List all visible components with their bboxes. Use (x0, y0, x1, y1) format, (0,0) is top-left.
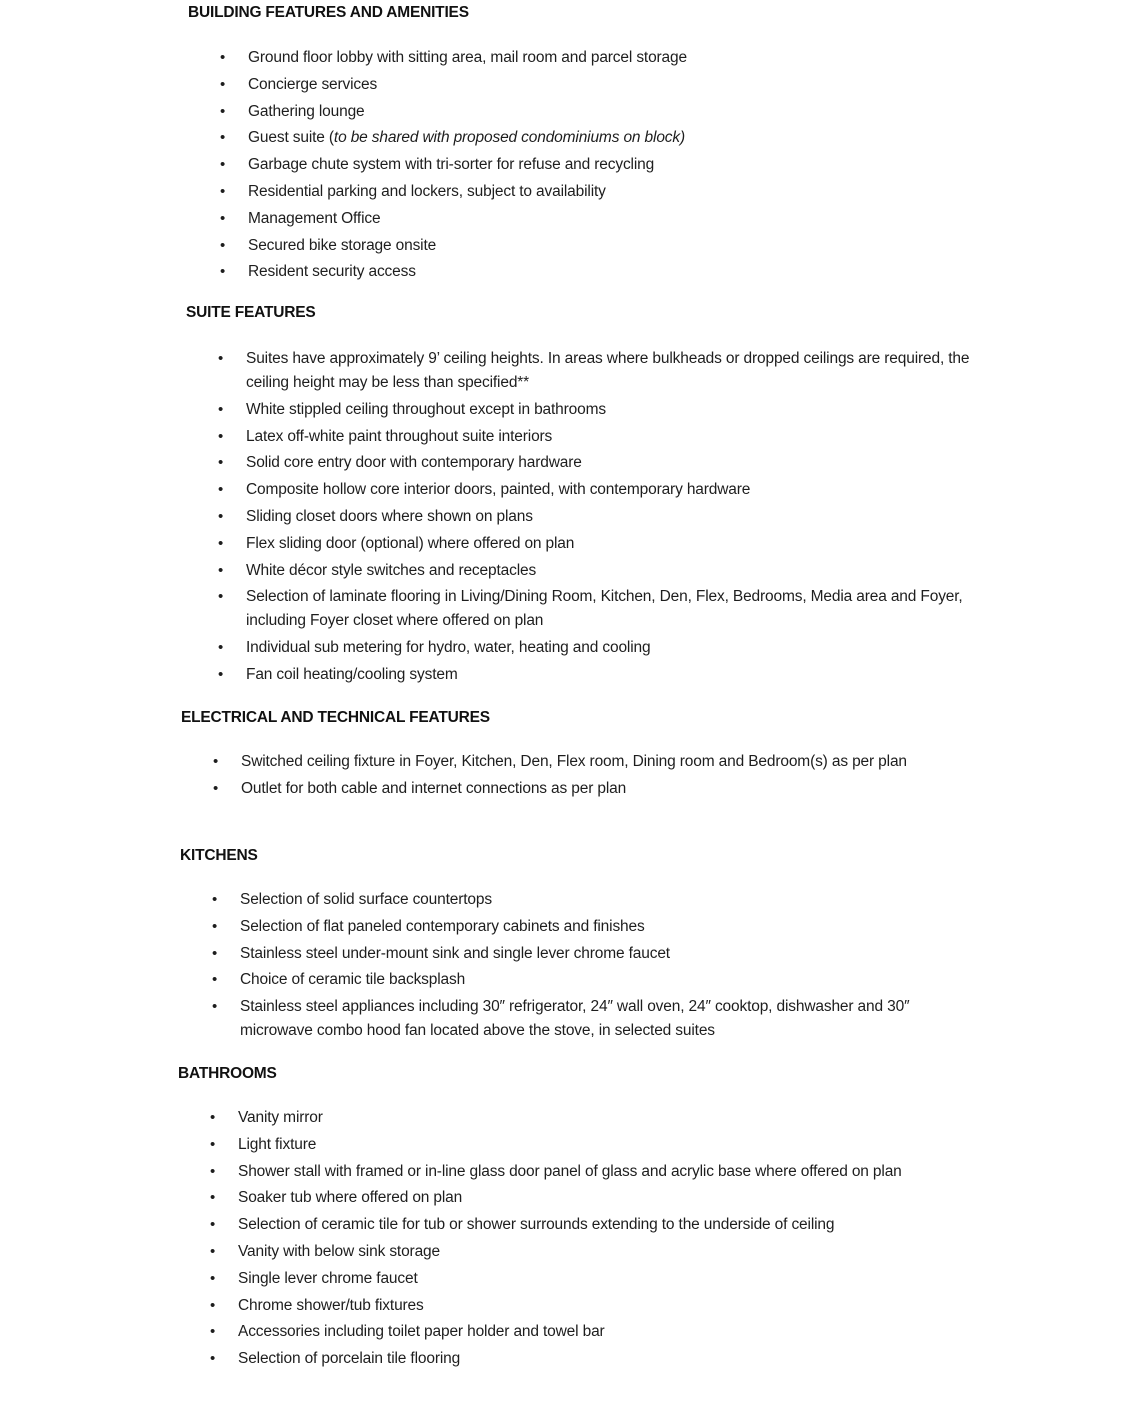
list-item (186, 585, 986, 633)
bullet-icon: • (210, 1323, 216, 1341)
item-text: Ground floor lobby with sitting area, mail room and parcel storage (248, 49, 687, 66)
bullet-icon: • (218, 400, 224, 418)
bullet-icon: • (220, 182, 226, 200)
list-item (178, 1213, 978, 1237)
bullet-icon: • (210, 1162, 216, 1180)
bullet-icon: • (220, 263, 226, 281)
item-text: Garbage chute system with tri-sorter for refuse and recycling (248, 156, 655, 174)
list-item (186, 451, 986, 475)
feature-list (186, 347, 986, 687)
bullet-icon: • (210, 1242, 216, 1260)
list-item (178, 1133, 978, 1157)
section-suite-features (186, 303, 986, 690)
bullet-icon: • (218, 665, 224, 683)
item-text: Flex sliding door (optional) where offered on plan (246, 534, 575, 552)
item-text: Stainless steel under-mount sink and single lever chrome faucet (240, 944, 670, 962)
item-text: Vanity mirror (238, 1109, 323, 1126)
item-text: Vanity with below sink storage (238, 1242, 440, 1260)
item-text: Accessories including toilet paper holder and towel bar (238, 1323, 605, 1341)
item-text: Composite hollow core interior doors, painted, with contemporary hardware (246, 481, 751, 499)
bullet-icon: • (218, 454, 224, 472)
bullet-icon: • (220, 156, 226, 174)
list-item (181, 750, 981, 774)
item-text: Secured bike storage onsite (248, 236, 437, 254)
item-text: Solid core entry door with contemporary hardware (246, 454, 582, 472)
bullet-icon: • (218, 588, 224, 606)
list-item (178, 1106, 978, 1130)
item-text: Gathering lounge (248, 102, 365, 120)
list-item (188, 234, 988, 258)
list-item (188, 207, 988, 231)
item-text: White stippled ceiling throughout except in bathrooms (246, 400, 606, 418)
list-item (188, 100, 988, 124)
list-item (178, 1160, 978, 1184)
list-item (180, 915, 980, 939)
list-item (186, 532, 986, 556)
bullet-icon: • (220, 236, 226, 254)
list-item (180, 942, 980, 966)
section-kitchens (180, 846, 980, 1046)
bullet-icon: • (210, 1109, 216, 1126)
list-item (180, 995, 980, 1043)
bullet-icon: • (210, 1269, 216, 1287)
feature-list (188, 46, 988, 284)
list-item (180, 968, 980, 992)
item-text: Concierge services (248, 75, 378, 93)
item-text: Latex off-white paint throughout suite interiors (246, 427, 553, 445)
bullet-icon: • (218, 427, 224, 445)
item-text: Selection of laminate flooring in Living/Dining Room, Kitchen, Den, Flex, Bedrooms, Media area and Foyer, including Foyer closet where offered on plan (246, 588, 963, 630)
bullet-icon: • (210, 1296, 216, 1314)
list-item (178, 1347, 978, 1371)
bullet-icon: • (218, 507, 224, 525)
item-text: Fan coil heating/cooling system (246, 665, 458, 683)
bullet-icon: • (212, 917, 218, 935)
section-heading: BATHROOMS (178, 1065, 277, 1082)
item-text: Chrome shower/tub fixtures (238, 1296, 424, 1314)
section-electrical-features (181, 708, 981, 804)
list-item (178, 1186, 978, 1210)
bullet-icon: • (213, 779, 219, 797)
feature-list (178, 1106, 978, 1371)
list-item (180, 888, 980, 912)
list-item (186, 559, 986, 583)
list-item (186, 478, 986, 502)
section-heading: ELECTRICAL AND TECHNICAL FEATURES (181, 709, 490, 726)
item-text: Soaker tub where offered on plan (238, 1189, 463, 1207)
item-text: Sliding closet doors where shown on plans (246, 507, 533, 525)
item-note: to be shared with proposed condominiums on block) (333, 129, 685, 147)
list-item (188, 73, 988, 97)
bullet-icon: • (220, 209, 226, 227)
feature-list (180, 888, 980, 1043)
section-bathrooms (178, 1064, 978, 1374)
list-item (178, 1294, 978, 1318)
item-text: Shower stall with framed or in-line glass door panel of glass and acrylic base where offered on plan (238, 1162, 902, 1180)
item-text: Suites have approximately 9’ ceiling heights. In areas where bulkheads or dropped ceilings are required, the ceiling height may be less than specified** (246, 350, 970, 391)
section-heading: KITCHENS (180, 847, 258, 864)
item-text: Choice of ceramic tile backsplash (240, 971, 466, 989)
item-text: Residential parking and lockers, subject to availability (248, 182, 606, 200)
item-text: Switched ceiling fixture in Foyer, Kitchen, Den, Flex room, Dining room and Bedroom(s) as per plan (241, 753, 907, 770)
bullet-icon: • (218, 481, 224, 499)
list-item (188, 46, 988, 70)
list-item (188, 180, 988, 204)
item-text: Guest suite ( (248, 129, 334, 147)
list-item (188, 153, 988, 177)
bullet-icon: • (210, 1350, 216, 1368)
list-item (186, 636, 986, 660)
list-item (186, 347, 986, 395)
list-item (186, 505, 986, 529)
feature-list (181, 750, 981, 801)
section-building-features (188, 3, 988, 287)
item-text: Management Office (248, 209, 381, 227)
item-text: Individual sub metering for hydro, water, heating and cooling (246, 639, 651, 657)
bullet-icon: • (212, 891, 218, 908)
list-item (186, 663, 986, 687)
section-heading: BUILDING FEATURES AND AMENITIES (188, 4, 469, 21)
bullet-icon: • (210, 1135, 216, 1153)
list-item (178, 1240, 978, 1264)
item-text: Resident security access (248, 263, 416, 281)
bullet-icon: • (212, 971, 218, 989)
list-item (186, 425, 986, 449)
bullet-icon: • (218, 534, 224, 552)
item-text: Stainless steel appliances including 30″ refrigerator, 24″ wall oven, 24″ cooktop, dishwasher and 30″ microwave combo hood fan located above the stove, in selected suites (240, 998, 910, 1040)
item-text: Single lever chrome faucet (238, 1269, 418, 1287)
item-text: Light fixture (238, 1135, 317, 1153)
bullet-icon: • (220, 75, 226, 93)
bullet-icon: • (218, 639, 224, 657)
bullet-icon: • (220, 102, 226, 120)
list-item (181, 777, 981, 801)
bullet-icon: • (210, 1189, 216, 1207)
bullet-icon: • (218, 561, 224, 579)
item-text: Selection of flat paneled contemporary cabinets and finishes (240, 917, 645, 935)
item-text: Selection of porcelain tile flooring (238, 1350, 461, 1368)
list-item (188, 126, 988, 150)
item-text: Selection of solid surface countertops (240, 891, 492, 908)
item-text: White décor style switches and receptacles (246, 561, 537, 579)
bullet-icon: • (220, 129, 226, 147)
bullet-icon: • (212, 998, 218, 1016)
bullet-icon: • (212, 944, 218, 962)
list-item (186, 398, 986, 422)
item-text: Outlet for both cable and internet connections as per plan (241, 779, 627, 797)
bullet-icon: • (218, 350, 224, 367)
item-text: Selection of ceramic tile for tub or shower surrounds extending to the underside of ceiling (238, 1216, 835, 1234)
list-item (178, 1267, 978, 1291)
bullet-icon: • (220, 49, 226, 66)
bullet-icon: • (210, 1216, 216, 1234)
list-item (178, 1320, 978, 1344)
section-heading: SUITE FEATURES (186, 304, 316, 321)
list-item (188, 260, 988, 284)
bullet-icon: • (213, 753, 219, 770)
